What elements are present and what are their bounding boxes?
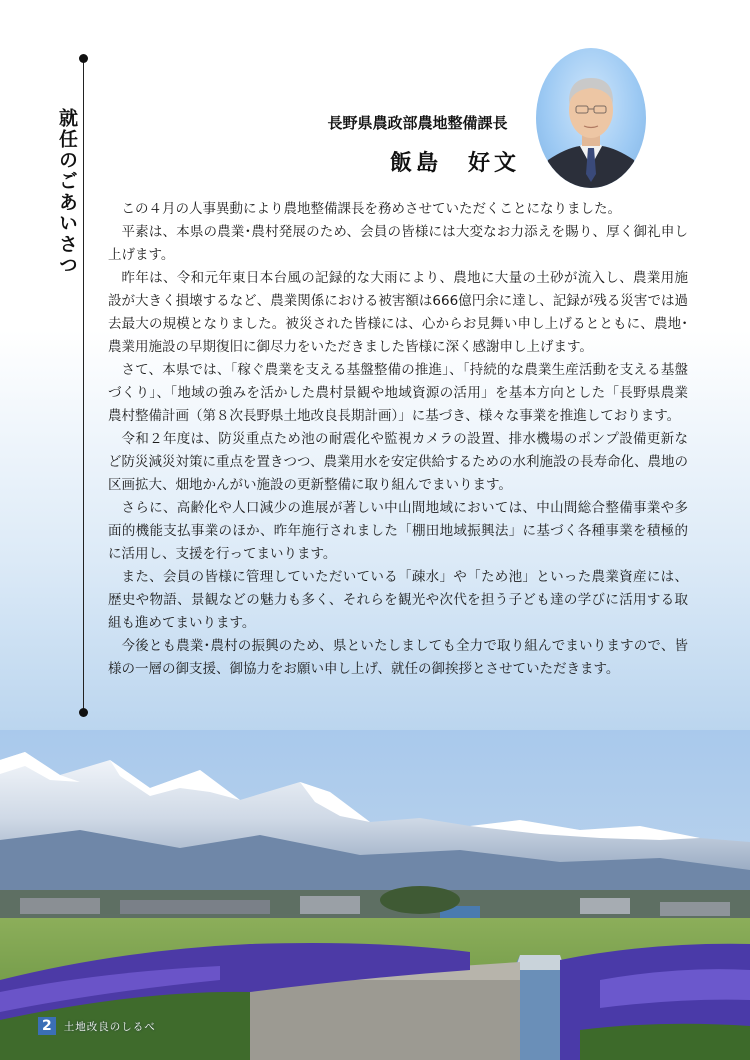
paragraph: 令和２年度は、防災重点ため池の耐震化や監視カメラの設置、排水機場のポンプ設備更新など防災減災対策に重点を置きつつ、農業用水を安定供給するための水利施設の長寿命化、農地の区画拡大、畑地かんがい施設の更新整備に取り組んでまいります。 bbox=[108, 431, 688, 493]
paragraph: また、会員の皆様に管理していただいている「疎水」や「ため池」といった農業資産には、歴史や物語、景観などの魅力も多く、それらを観光や次代を担う子ども達の学びに活用する取組も進めてまいります。 bbox=[108, 569, 688, 631]
paragraph: さて、本県では、「稼ぐ農業を支える基盤整備の推進」、「持続的な農業生産活動を支える基盤づくり」、「地域の強みを活かした農村景観や地域資源の活用」を基本方向とした「長野県農業農村整備計画（第８次長野県土地改良長期計画）」に基づき、様々な事業を推進しております。 bbox=[108, 362, 688, 424]
publication-name: 土地改良のしるべ bbox=[63, 1020, 156, 1033]
paragraph: さらに、高齢化や人口減少の進展が著しい中山間地域においては、中山間総合整備事業や多面的機能支払事業のほか、昨年施行されました「棚田地域振興法」に基づく各種事業を積極的に活用し、支援を行ってまいります。 bbox=[108, 500, 688, 562]
paragraph: 平素は、本県の農業･農村発展のため、会員の皆様には大変なお力添えを賜り、厚く御礼申し上げます。 bbox=[108, 224, 688, 263]
paragraph: 昨年は、令和元年東日本台風の記録的な大雨により、農地に大量の土砂が流入し、農業用施設が大きく損壊するなど、農業関係における被害額は666億円余に達し、記録が残る災害では過去最大の規模となりました。被災された皆様には、心からお見舞い申し上げるとともに、農地･農業用施設の早期復旧に御尽力をいただきました皆様に深く感謝申し上げます。 bbox=[108, 270, 688, 355]
author-name: 飯島 好文 bbox=[389, 150, 520, 176]
page-footer bbox=[0, 1016, 210, 1036]
author-department: 長野県農政部農地整備課長 bbox=[327, 114, 508, 132]
paragraph: この４月の人事異動により農地整備課長を務めさせていただくことになりました。 bbox=[121, 201, 621, 217]
paragraph: 今後とも農業･農村の振興のため、県といたしましても全力で取り組んでまいりますので、皆様の一層の御支援、御協力をお願い申し上げ、就任の御挨拶とさせていただきます。 bbox=[108, 638, 688, 677]
rule-bottom-dot bbox=[79, 708, 88, 717]
rule-top-dot bbox=[79, 54, 88, 63]
portrait-photo bbox=[536, 48, 646, 188]
author-portrait bbox=[536, 48, 646, 188]
page-number: 2 bbox=[38, 1017, 56, 1035]
mountain-landscape-photo bbox=[0, 730, 750, 1060]
side-title: 就任のごあいさつ bbox=[56, 108, 78, 276]
vertical-rule bbox=[83, 60, 84, 714]
greeting-body bbox=[108, 198, 688, 681]
